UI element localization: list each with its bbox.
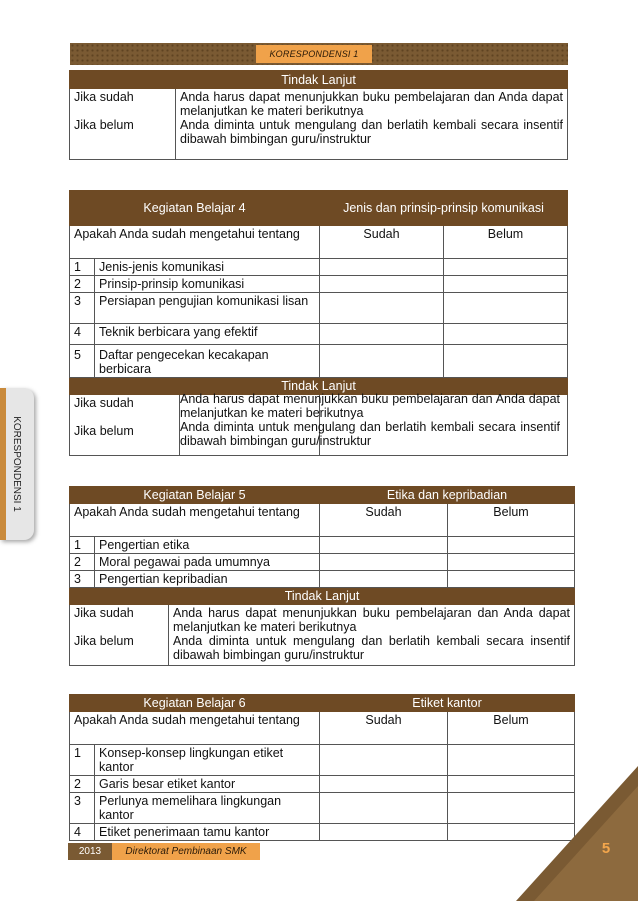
check-cell[interactable] — [320, 537, 448, 554]
footer-year: 2013 — [68, 843, 112, 860]
check-cell[interactable] — [444, 259, 568, 276]
table-row: 2 Prinsip-prinsip komunikasi — [70, 276, 568, 293]
check-cell[interactable] — [320, 824, 448, 841]
followup-title: Tindak Lanjut — [70, 71, 568, 89]
check-cell[interactable] — [320, 293, 444, 324]
table-row: 5 Daftar pengecekan kecakapan berbicara — [70, 345, 568, 378]
kb5-followup-title: Tindak Lanjut — [70, 588, 575, 605]
table-row: 1 Pengertian etika — [70, 537, 575, 554]
kb5-followup-labels: Jika sudah Jika belum — [70, 605, 169, 665]
table-row: 4 Etiket penerimaan tamu kantor — [70, 824, 575, 841]
kb6-table — [69, 694, 575, 841]
kb4-title: Kegiatan Belajar 4 — [70, 191, 320, 226]
table-row: 3 Pengertian kepribadian — [70, 571, 575, 588]
check-cell[interactable] — [320, 259, 444, 276]
kb5-table — [69, 486, 575, 666]
kb4-col-sudah: Sudah — [320, 226, 444, 259]
check-cell[interactable] — [448, 537, 575, 554]
check-cell[interactable] — [448, 554, 575, 571]
kb4-question: Apakah Anda sudah mengetahui tentang — [70, 226, 320, 259]
header-label: KORESPONDENSI 1 — [256, 45, 372, 63]
table-row: 3 Persiapan pengujian komunikasi lisan — [70, 293, 568, 324]
page-number: 5 — [601, 840, 611, 857]
followup-table-top — [69, 70, 568, 160]
check-cell[interactable] — [320, 793, 448, 824]
kb5-title: Kegiatan Belajar 5 — [70, 487, 320, 504]
kb6-col-sudah: Sudah — [320, 712, 448, 745]
check-cell[interactable] — [444, 276, 568, 293]
check-cell[interactable] — [320, 571, 448, 588]
check-cell[interactable] — [320, 276, 444, 293]
check-cell[interactable] — [448, 571, 575, 588]
check-cell[interactable] — [320, 324, 444, 345]
check-cell[interactable] — [320, 554, 448, 571]
footer-directorate: Direktorat Pembinaan SMK — [112, 843, 260, 860]
table-row: 1 Konsep-konsep lingkungan etiket kantor — [70, 745, 575, 776]
kb5-topic: Etika dan kepribadian — [320, 487, 575, 504]
table-row: 2 Garis besar etiket kantor — [70, 776, 575, 793]
kb5-col-sudah: Sudah — [320, 504, 448, 537]
kb4-followup-title: Tindak Lanjut — [70, 378, 568, 395]
check-cell[interactable] — [320, 745, 448, 776]
followup-texts: Anda harus dapat menunjukkan buku pembelajaran dan Anda dapat melanjutkan ke materi berikutnya Anda diminta untuk mengulang dan berlatih kembali secara insentif dibawah bimbingan guru/instruktur — [176, 89, 568, 160]
followup-labels: Jika sudah Jika belum — [70, 89, 176, 160]
kb6-col-belum: Belum — [448, 712, 575, 745]
kb6-title: Kegiatan Belajar 6 — [70, 695, 320, 712]
check-cell[interactable] — [444, 345, 568, 378]
kb6-topic: Etiket kantor — [320, 695, 575, 712]
check-cell[interactable] — [444, 324, 568, 345]
check-cell[interactable] — [320, 776, 448, 793]
kb4-topic: Jenis dan prinsip-prinsip komunikasi — [320, 191, 568, 226]
table-row: 3 Perlunya memelihara lingkungan kantor — [70, 793, 575, 824]
check-cell[interactable] — [320, 345, 444, 378]
kb6-question: Apakah Anda sudah mengetahui tentang — [70, 712, 320, 745]
kb4-followup-texts: Anda harus dapat menunjukkan buku pembelajaran dan Anda dapat melanjutkan ke materi berikutnya Anda diminta untuk mengulang dan berlatih kembali secara insentif dibawah bimbingan guru/instruktur — [180, 392, 560, 448]
kb5-col-belum: Belum — [448, 504, 575, 537]
table-row: 2 Moral pegawai pada umumnya — [70, 554, 575, 571]
corner-highlight — [534, 786, 638, 901]
kb5-question: Apakah Anda sudah mengetahui tentang — [70, 504, 320, 537]
check-cell[interactable] — [444, 293, 568, 324]
kb4-followup-labels: Jika sudah Jika belum — [70, 395, 180, 455]
table-row: 1 Jenis-jenis komunikasi — [70, 259, 568, 276]
kb5-followup-texts: Anda harus dapat menunjukkan buku pembelajaran dan Anda dapat melanjutkan ke materi berikutnya Anda diminta untuk mengulang dan berlatih kembali secara insentif dibawah bimbingan guru/instruktur — [173, 606, 570, 662]
table-row: 4 Teknik berbicara yang efektif — [70, 324, 568, 345]
kb4-col-belum: Belum — [444, 226, 568, 259]
side-tab-label: KORESPONDENSI 1 — [11, 416, 22, 512]
